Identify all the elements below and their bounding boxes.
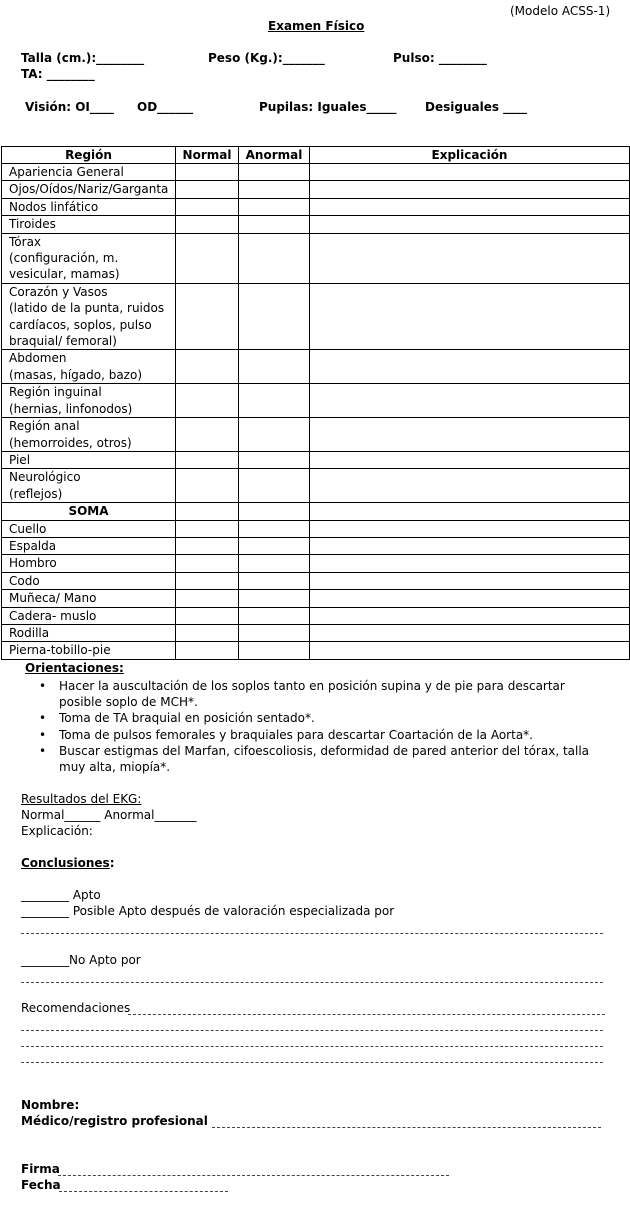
normal-cell[interactable] xyxy=(176,624,239,641)
ekg-explicacion-field[interactable]: Explicación: xyxy=(21,824,93,838)
conclusiones-heading xyxy=(21,856,115,870)
list-item: • Buscar estigmas del Marfan, cifoescoliosis, deformidad de pared anterior del tórax, talla muy alta, miopía*. xyxy=(0,743,605,775)
anormal-cell[interactable] xyxy=(239,642,310,659)
normal-cell[interactable] xyxy=(176,418,239,452)
peso-field[interactable]: Peso (Kg.):_______ xyxy=(208,51,325,65)
normal-cell[interactable] xyxy=(176,642,239,659)
region-label-line: Región anal xyxy=(9,419,80,434)
recomendaciones-line-2[interactable] xyxy=(21,1046,603,1047)
region-cell xyxy=(2,216,176,233)
header-explicacion: Explicación xyxy=(310,147,630,164)
explicacion-cell[interactable] xyxy=(310,164,630,181)
table-row xyxy=(2,503,630,520)
normal-cell[interactable] xyxy=(176,283,239,350)
region-label-line: Cuello xyxy=(9,521,47,536)
table-row xyxy=(2,520,630,537)
explicacion-cell[interactable] xyxy=(310,537,630,554)
normal-cell[interactable] xyxy=(176,555,239,572)
list-item: • Toma de pulsos femorales y braquiales para descartar Coartación de la Aorta*. xyxy=(0,727,605,743)
table-row xyxy=(2,164,630,181)
posible-apto-field[interactable]: ________ Posible Apto después de valoración especializada por xyxy=(21,904,395,918)
vision-od-field[interactable]: OD______ xyxy=(137,100,194,114)
medico-line[interactable] xyxy=(212,1127,601,1128)
anormal-cell[interactable] xyxy=(239,590,310,607)
explicacion-cell[interactable] xyxy=(310,469,630,503)
region-cell xyxy=(2,642,176,659)
normal-cell[interactable] xyxy=(176,233,239,283)
anormal-cell[interactable] xyxy=(239,164,310,181)
region-label-line: Muñeca/ Mano xyxy=(9,591,97,606)
table-row xyxy=(2,572,630,589)
explicacion-cell[interactable] xyxy=(310,555,630,572)
region-label-line: braquial/ femoral) xyxy=(9,334,117,349)
medico-label: Médico/registro profesional xyxy=(21,1114,208,1128)
region-cell xyxy=(2,384,176,418)
anormal-cell[interactable] xyxy=(239,624,310,641)
normal-cell[interactable] xyxy=(176,216,239,233)
table-row xyxy=(2,418,630,452)
normal-cell[interactable] xyxy=(176,572,239,589)
orientaciones-list xyxy=(0,678,605,775)
region-cell xyxy=(2,198,176,215)
region-label-line: Piel xyxy=(9,452,31,467)
region-cell xyxy=(2,418,176,452)
recomendaciones-label: Recomendaciones xyxy=(21,1001,131,1015)
anormal-cell[interactable] xyxy=(239,520,310,537)
anormal-cell[interactable] xyxy=(239,181,310,198)
pupilas-iguales-field[interactable]: Pupilas: Iguales_____ xyxy=(259,100,397,114)
anormal-cell[interactable] xyxy=(239,384,310,418)
region-label-line: Tórax xyxy=(9,234,42,249)
anormal-cell[interactable] xyxy=(239,469,310,503)
fecha-line[interactable] xyxy=(59,1191,228,1192)
fecha-label: Fecha xyxy=(21,1178,61,1192)
region-cell xyxy=(2,164,176,181)
anormal-cell[interactable] xyxy=(239,283,310,350)
orientaciones-heading: Orientaciones: xyxy=(25,661,124,675)
region-cell xyxy=(2,572,176,589)
section-empty-cell xyxy=(310,503,630,520)
firma-label: Firma xyxy=(21,1162,60,1176)
talla-field[interactable]: Talla (cm.):________ xyxy=(21,51,145,65)
ekg-heading: Resultados del EKG: xyxy=(21,792,142,806)
table-row xyxy=(2,283,630,350)
normal-cell[interactable] xyxy=(176,469,239,503)
list-item: • Toma de TA braquial en posición sentado*. xyxy=(0,710,605,726)
region-label-line: Tiroides xyxy=(9,217,56,232)
conclusiones-heading-text: Conclusiones xyxy=(21,856,110,870)
list-item: • Hacer la auscultación de los soplos tanto en posición supina y de pie para descartar posible soplo de MCH*. xyxy=(0,678,605,710)
anormal-cell[interactable] xyxy=(239,233,310,283)
normal-cell[interactable] xyxy=(176,520,239,537)
region-label-line: (latido de la punta, ruidos xyxy=(9,301,165,316)
explicacion-cell[interactable] xyxy=(310,418,630,452)
explicacion-cell[interactable] xyxy=(310,233,630,283)
explicacion-cell[interactable] xyxy=(310,181,630,198)
anormal-cell[interactable] xyxy=(239,607,310,624)
region-label-line: Nodos linfático xyxy=(9,199,99,214)
region-label-line: Apariencia General xyxy=(9,165,124,179)
explicacion-cell[interactable] xyxy=(310,384,630,418)
region-cell xyxy=(2,590,176,607)
explicacion-cell[interactable] xyxy=(310,590,630,607)
table-row xyxy=(2,198,630,215)
recomendaciones-line-1[interactable] xyxy=(21,1030,603,1031)
region-label-line: Región inguinal xyxy=(9,385,102,400)
table-row xyxy=(2,642,630,659)
region-label-line: Rodilla xyxy=(9,625,50,640)
explicacion-cell[interactable] xyxy=(310,607,630,624)
region-cell xyxy=(2,555,176,572)
region-label-line: Cadera- muslo xyxy=(9,608,97,623)
ekg-normal-anormal-field[interactable]: Normal______ Anormal_______ xyxy=(21,808,197,822)
no-apto-field[interactable]: ________No Apto por xyxy=(21,953,141,967)
region-cell xyxy=(2,520,176,537)
header-normal: Normal xyxy=(176,147,239,164)
model-label: (Modelo ACSS-1) xyxy=(510,4,611,18)
region-label-line: vesicular, mamas) xyxy=(9,267,120,282)
region-label-line: Abdomen xyxy=(9,351,67,366)
region-cell xyxy=(2,181,176,198)
region-cell xyxy=(2,537,176,554)
region-cell xyxy=(2,283,176,350)
region-cell xyxy=(2,469,176,503)
normal-cell[interactable] xyxy=(176,198,239,215)
no-apto-line[interactable] xyxy=(21,982,603,983)
region-label-line: cardíacos, soplos, pulso xyxy=(9,317,152,332)
table-row xyxy=(2,451,630,468)
table-row xyxy=(2,555,630,572)
header-anormal: Anormal xyxy=(239,147,310,164)
explicacion-cell[interactable] xyxy=(310,216,630,233)
vision-oi-field[interactable]: Visión: OI____ xyxy=(25,100,114,114)
explicacion-cell[interactable] xyxy=(310,572,630,589)
conclusiones-colon: : xyxy=(109,856,115,870)
section-empty-cell xyxy=(239,503,310,520)
region-label-line: Pierna-tobillo-pie xyxy=(9,643,111,658)
region-label-line: Hombro xyxy=(9,556,57,571)
region-cell xyxy=(2,607,176,624)
anormal-cell[interactable] xyxy=(239,537,310,554)
explicacion-cell[interactable] xyxy=(310,520,630,537)
section-header-soma: SOMA xyxy=(2,503,176,520)
explicacion-cell[interactable] xyxy=(310,198,630,215)
region-cell xyxy=(2,451,176,468)
normal-cell[interactable] xyxy=(176,607,239,624)
explicacion-cell[interactable] xyxy=(310,283,630,350)
table-row xyxy=(2,233,630,283)
anormal-cell[interactable] xyxy=(239,572,310,589)
region-label-line: Codo xyxy=(9,573,40,588)
region-label-line: (hemorroides, otros) xyxy=(9,435,132,450)
table-header-row xyxy=(2,147,630,164)
normal-cell[interactable] xyxy=(176,384,239,418)
normal-cell[interactable] xyxy=(176,164,239,181)
anormal-cell[interactable] xyxy=(239,555,310,572)
section-empty-cell xyxy=(176,503,239,520)
region-cell xyxy=(2,233,176,283)
region-label-line: Ojos/Oídos/Nariz/Garganta xyxy=(9,182,169,197)
explicacion-cell[interactable] xyxy=(310,642,630,659)
table-row xyxy=(2,537,630,554)
table-row xyxy=(2,590,630,607)
anormal-cell[interactable] xyxy=(239,418,310,452)
table-row xyxy=(2,181,630,198)
region-label-line: (hernias, linfonodos) xyxy=(9,401,133,416)
exam-table xyxy=(1,146,630,660)
region-cell xyxy=(2,624,176,641)
ta-field[interactable]: TA: ________ xyxy=(21,67,95,81)
anormal-cell[interactable] xyxy=(239,451,310,468)
normal-cell[interactable] xyxy=(176,181,239,198)
normal-cell[interactable] xyxy=(176,451,239,468)
nombre-label: Nombre: xyxy=(21,1098,80,1112)
anormal-cell[interactable] xyxy=(239,198,310,215)
region-label-line: (configuración, m. xyxy=(9,251,119,266)
normal-cell[interactable] xyxy=(176,537,239,554)
firma-line[interactable] xyxy=(58,1175,449,1176)
region-label-line: (masas, hígado, bazo) xyxy=(9,367,143,382)
pulso-field[interactable]: Pulso: ________ xyxy=(393,51,487,65)
table-row xyxy=(2,469,630,503)
posible-apto-line[interactable] xyxy=(21,933,603,934)
region-label-line: Espalda xyxy=(9,538,57,553)
pupilas-desiguales-field[interactable]: Desiguales ____ xyxy=(425,100,528,114)
table-row xyxy=(2,384,630,418)
region-label-line: Corazón y Vasos xyxy=(9,284,108,299)
normal-cell[interactable] xyxy=(176,590,239,607)
page-title: Examen Físico xyxy=(268,19,365,33)
table-row xyxy=(2,350,630,384)
explicacion-cell[interactable] xyxy=(310,451,630,468)
table-row xyxy=(2,607,630,624)
anormal-cell[interactable] xyxy=(239,350,310,384)
anormal-cell[interactable] xyxy=(239,216,310,233)
explicacion-cell[interactable] xyxy=(310,350,630,384)
region-label-line: (reflejos) xyxy=(9,486,63,501)
recomendaciones-line-0[interactable] xyxy=(128,1014,605,1015)
recomendaciones-line-3[interactable] xyxy=(21,1062,603,1063)
table-row xyxy=(2,624,630,641)
region-label-line: Neurológico xyxy=(9,470,81,485)
table-row xyxy=(2,216,630,233)
region-cell xyxy=(2,350,176,384)
normal-cell[interactable] xyxy=(176,350,239,384)
explicacion-cell[interactable] xyxy=(310,624,630,641)
apto-field[interactable]: ________ Apto xyxy=(21,888,101,902)
header-region: Región xyxy=(2,147,176,164)
